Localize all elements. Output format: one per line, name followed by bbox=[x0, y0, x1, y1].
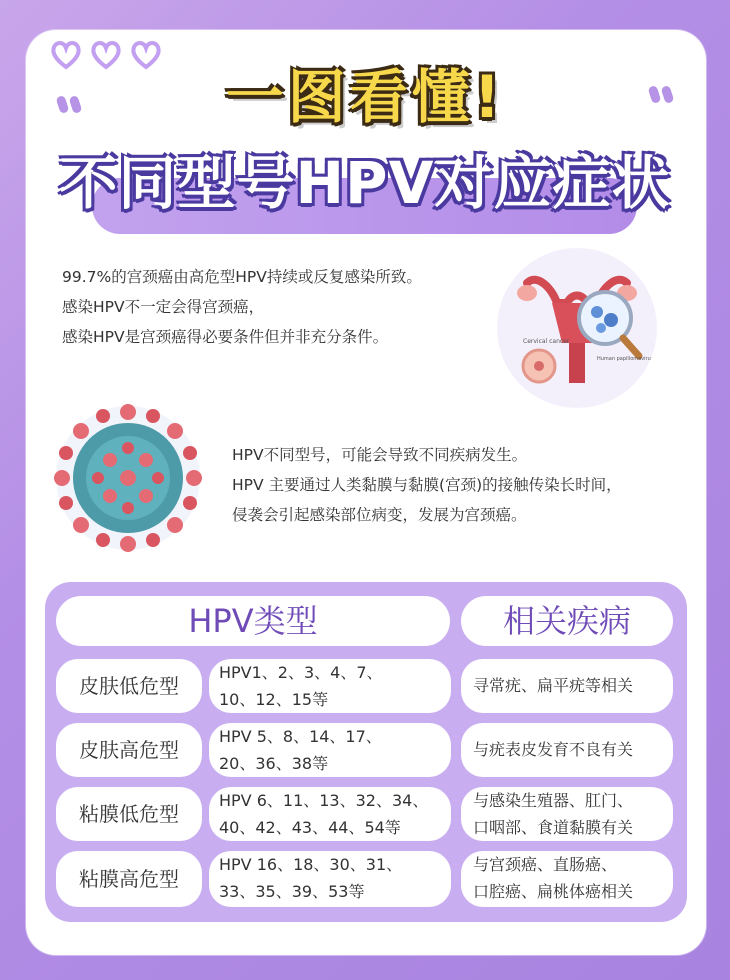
row-category: 粘膜高危型 bbox=[56, 851, 202, 907]
intro-line: 感染HPV不一定会得宫颈癌， bbox=[62, 298, 265, 316]
page-subtitle: 不同型号HPV对应症状 bbox=[59, 149, 671, 217]
diseases-line: 口咽部、食道黏膜有关 bbox=[473, 818, 634, 837]
description-line: 侵袭会引起感染部位病变，发展为宫颈癌。 bbox=[232, 506, 527, 524]
row-category: 皮肤高危型 bbox=[56, 723, 202, 777]
row-diseases bbox=[461, 851, 673, 907]
diseases-line: 与感染生殖器、肛门、 bbox=[473, 791, 634, 810]
diseases-line: 与疣表皮发育不良有关 bbox=[473, 740, 634, 759]
types-line: HPV 16、18、30、31、 bbox=[219, 855, 403, 874]
types-line: 33、35、39、53等 bbox=[219, 882, 365, 901]
diseases-line: 口腔癌、扁桃体癌相关 bbox=[473, 882, 634, 901]
illustration-label: Cervical cancer bbox=[523, 338, 570, 345]
row-types bbox=[209, 851, 451, 907]
row-category: 皮肤低危型 bbox=[56, 659, 202, 713]
row-diseases bbox=[461, 787, 673, 841]
intro-line: 99.7%的宫颈癌由高危型HPV持续或反复感染所致。 bbox=[62, 268, 422, 286]
uterus-illustration bbox=[497, 248, 657, 408]
types-line: HPV1、2、3、4、7、 bbox=[219, 663, 383, 682]
intro-line: 感染HPV是宫颈癌得必要条件但并非充分条件。 bbox=[62, 328, 389, 346]
description-line: HPV 主要通过人类黏膜与黏膜(宫颈)的接触传染长时间， bbox=[232, 476, 622, 494]
types-line: HPV 5、8、14、17、 bbox=[219, 727, 382, 746]
types-line: 20、36、38等 bbox=[219, 754, 329, 773]
description-line: HPV不同型号，可能会导致不同疾病发生。 bbox=[232, 446, 528, 464]
diseases-line: 寻常疣、扁平疣等相关 bbox=[473, 676, 634, 695]
types-line: 40、42、43、44、54等 bbox=[219, 818, 401, 837]
row-diseases bbox=[461, 659, 673, 713]
types-line: HPV 6、11、13、32、34、 bbox=[219, 791, 429, 810]
illustration-label: Human papillomavirus bbox=[597, 356, 654, 362]
types-line: 10、12、15等 bbox=[219, 690, 329, 709]
row-category: 粘膜低危型 bbox=[56, 787, 202, 841]
header-hpv-type: HPV类型 bbox=[56, 596, 450, 646]
virus-illustration bbox=[48, 398, 208, 562]
page-title: 一图看懂! bbox=[225, 63, 505, 131]
description-text bbox=[232, 440, 712, 530]
diseases-line: 与宫颈癌、直肠癌、 bbox=[473, 855, 618, 874]
row-diseases bbox=[461, 723, 673, 777]
row-types bbox=[209, 787, 451, 841]
header-related-disease: 相关疾病 bbox=[461, 596, 673, 646]
intro-text bbox=[62, 262, 502, 352]
row-types bbox=[209, 723, 451, 777]
row-types bbox=[209, 659, 451, 713]
